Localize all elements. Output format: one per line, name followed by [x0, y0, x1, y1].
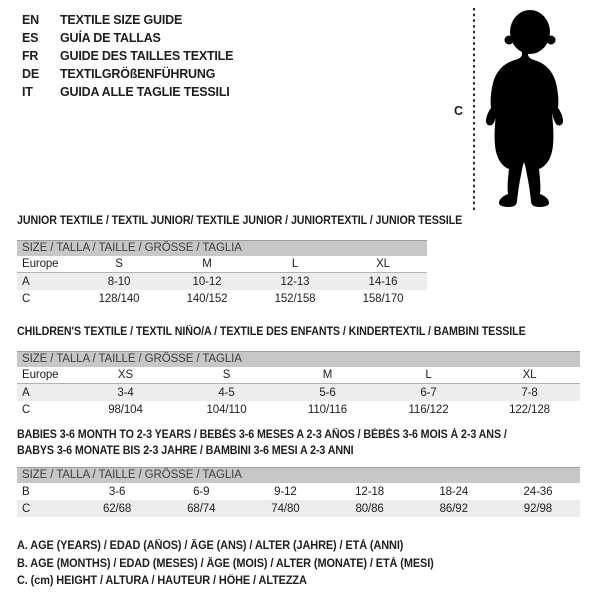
size-cell: 6-7: [420, 386, 437, 399]
language-list: [22, 11, 233, 101]
size-cell: 74/80: [271, 502, 300, 515]
size-cell: 24-36: [523, 485, 553, 498]
size-table: [17, 351, 580, 418]
size-cell: M: [202, 258, 212, 270]
size-cell: 152/158: [274, 292, 316, 305]
size-cell: 12-18: [355, 485, 385, 498]
size-cell: L: [425, 369, 432, 381]
row-label: Europe: [22, 258, 59, 270]
row-label: C: [22, 502, 31, 515]
size-cell: 8-10: [107, 275, 131, 288]
table-row: [17, 483, 580, 500]
row-label: C: [22, 292, 31, 305]
language-code: EN: [22, 13, 39, 27]
language-code: FR: [22, 49, 39, 63]
table-row: [17, 500, 580, 517]
size-cell: 10-12: [192, 275, 222, 288]
size-cell: S: [115, 258, 123, 270]
size-cell: 18-24: [439, 485, 469, 498]
language-title: GUIDE DES TAILLES TEXTILE: [60, 49, 234, 63]
table-row: [17, 384, 580, 401]
language-title: GUÍA DE TALLAS: [60, 31, 161, 45]
language-title: GUIDA ALLE TAGLIE TESSILI: [60, 85, 230, 99]
size-cell: 9-12: [274, 485, 297, 498]
size-cell: 104/110: [206, 403, 247, 416]
section-title: JUNIOR TEXTILE / TEXTIL JUNIOR/ TEXTILE JUNIOR / JUNIORTEXTIL / JUNIOR TESSILE: [17, 215, 463, 227]
size-cell: M: [322, 369, 333, 381]
table-row: [17, 256, 427, 273]
language-title: TEXTILE SIZE GUIDE: [60, 13, 183, 27]
size-header-bar: SIZE / TALLA / TAILLE / GRÖSSE / TAGLIA: [17, 351, 580, 367]
size-cell: 116/122: [408, 403, 449, 416]
language-row: [22, 47, 233, 65]
section-title: CHILDREN'S TEXTILE / TEXTIL NIÑO/A / TEXTILE DES ENFANTS / KINDERTEXTIL / BAMBINI TESSILE: [17, 326, 526, 338]
row-label: C: [22, 403, 31, 416]
size-cell: 158/170: [362, 292, 404, 305]
size-cell: 92/98: [523, 502, 553, 515]
size-cell: S: [222, 369, 231, 381]
language-row: [22, 29, 233, 47]
size-cell: 110/116: [307, 403, 348, 416]
footnote-line: A. AGE (YEARS) / EDAD (AÑOS) / ÂGE (ANS) / ALTER (JAHRE) / ETÀ (ANNI): [17, 540, 404, 552]
row-label: A: [22, 275, 30, 288]
size-cell: 3-4: [117, 386, 134, 399]
footnote-line: B. AGE (MONTHS) / EDAD (MESES) / ÂGE (MOIS) / ALTER (MONATE) / ETÀ (MESI): [17, 557, 434, 570]
size-cell: 7-8: [521, 386, 538, 399]
row-label: A: [22, 386, 30, 399]
size-cell: 98/104: [108, 403, 143, 416]
size-cell: 62/68: [102, 502, 132, 515]
table-row: [17, 290, 427, 307]
language-row: [22, 11, 233, 29]
legend-footnotes: [17, 538, 456, 591]
language-row: [22, 83, 233, 101]
size-guide-section: [17, 427, 583, 517]
size-guide-section: [17, 213, 583, 307]
size-cell: XL: [522, 369, 537, 381]
height-figure: [466, 5, 576, 213]
size-cell: 6-9: [193, 485, 210, 498]
size-cell: 5-6: [319, 386, 336, 399]
size-cell: 128/140: [98, 292, 140, 305]
size-cell: L: [291, 258, 299, 270]
section-title: BABIES 3-6 MONTH TO 2-3 YEARS / BEBÉS 3-6 MESES A 2-3 AÑOS / BÉBÉS 3-6 MOIS À 2-3 ANS /: [17, 429, 507, 441]
size-cell: 86/92: [439, 502, 468, 515]
footnote-line: C. (cm) HEIGHT / ALTURA / HAUTEUR / HÖHE / ALTEZZA: [17, 575, 307, 587]
size-cell: 68/74: [187, 502, 216, 515]
section-title: BABYS 3-6 MONATE BIS 2-3 JAHRE / BAMBINI 3-6 MESI A 2-3 ANNI: [17, 445, 354, 457]
language-title: TEXTILGRÖßENFÜHRUNG: [60, 67, 216, 81]
size-guide-section: [17, 324, 583, 418]
size-cell: 4-5: [218, 386, 235, 399]
size-table: [17, 240, 427, 307]
row-label: B: [22, 485, 30, 498]
size-header-bar: SIZE / TALLA / TAILLE / GRÖSSE / TAGLIA: [17, 240, 427, 256]
table-row: [17, 273, 427, 290]
row-label: Europe: [22, 369, 59, 381]
size-cell: 14-16: [368, 275, 398, 288]
size-table: [17, 467, 580, 517]
size-cell: 122/128: [509, 403, 550, 416]
size-cell: 3-6: [108, 485, 126, 498]
size-cell: XS: [117, 369, 134, 381]
table-row: [17, 367, 580, 384]
height-measure-label: C: [454, 104, 464, 118]
size-cell: 12-13: [280, 275, 310, 288]
language-code: IT: [22, 85, 33, 99]
size-cell: XL: [376, 258, 390, 270]
size-cell: 80/86: [355, 502, 384, 515]
language-code: DE: [22, 67, 39, 81]
table-row: [17, 401, 580, 418]
size-cell: 140/152: [186, 292, 228, 305]
baby-silhouette-icon: [466, 5, 576, 213]
language-row: [22, 65, 233, 83]
language-code: ES: [22, 31, 39, 45]
size-header-bar: SIZE / TALLA / TAILLE / GRÖSSE / TAGLIA: [17, 467, 580, 483]
